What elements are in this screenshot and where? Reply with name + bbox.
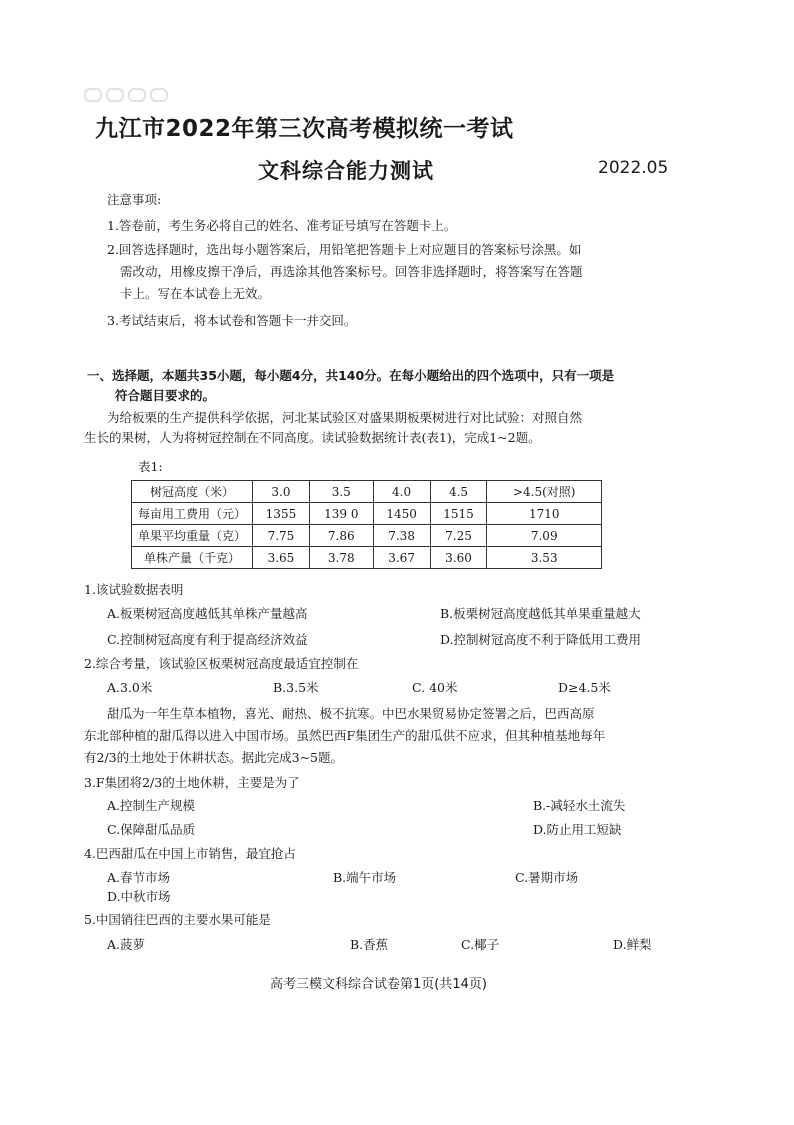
section-heading-line-1: 一、选择题，本题共35小题，每小题4分，共140分。在每小题给出的四个选项中，只有一项是 bbox=[87, 368, 615, 383]
table-cell: 139 0 bbox=[309, 503, 373, 525]
q3-option-b: B.-减轻水土流失 bbox=[533, 798, 626, 813]
intro2-line-2: 东北部种植的甜瓜得以进入中国市场。虽然巴西F集团生产的甜瓜供不应求，但其种植基地每年 bbox=[84, 728, 606, 743]
notice-item-1: 1.答卷前，考生务必将自己的姓名、准考证号填写在答题卡上。 bbox=[107, 218, 457, 233]
notice-item-2-line-2: 需改动，用橡皮擦干净后，再选涂其他答案标号。回答非选择题时，将答案写在答题 bbox=[120, 264, 583, 279]
table-row bbox=[132, 503, 602, 525]
q4-option-c: C.暑期市场 bbox=[515, 870, 579, 885]
table-cell: 1355 bbox=[253, 503, 310, 525]
q3-option-d: D.防止用工短缺 bbox=[533, 822, 622, 837]
q4-option-b: B.端午市场 bbox=[333, 870, 397, 885]
q1-option-d: D.控制树冠高度不利于降低用工费用 bbox=[440, 632, 642, 647]
data-table bbox=[131, 480, 602, 569]
table-cell: 7.09 bbox=[487, 525, 602, 547]
exam-title: 九江市2022年第三次高考模拟统一考试 bbox=[95, 116, 514, 142]
q3-option-a: A.控制生产规模 bbox=[107, 798, 196, 813]
table-cell: 4.5 bbox=[430, 481, 487, 503]
table-cell: 3.5 bbox=[309, 481, 373, 503]
table-caption: 表1: bbox=[138, 459, 163, 474]
intro1-line-1: 为给板栗的生产提供科学依据，河北某试验区对盛果期板栗树进行对比试验：对照自然 bbox=[107, 410, 583, 425]
table-cell: 单果平均重量（克） bbox=[132, 525, 253, 547]
table-cell: 3.53 bbox=[487, 547, 602, 569]
q5-option-a: A.菠萝 bbox=[107, 937, 146, 952]
table-cell: 3.78 bbox=[309, 547, 373, 569]
notice-item-2-line-3: 卡上。写在本试卷上无效。 bbox=[120, 286, 271, 301]
exam-subtitle: 文科综合能力测试 bbox=[258, 159, 434, 183]
table-row bbox=[132, 547, 602, 569]
q2-option-b: B.3.5米 bbox=[273, 680, 319, 695]
table-cell: 7.38 bbox=[373, 525, 430, 547]
q5-option-d: D.鲜梨 bbox=[613, 937, 652, 952]
q5-option-b: B.香蕉 bbox=[350, 937, 389, 952]
table-cell: 4.0 bbox=[373, 481, 430, 503]
exam-date: 2022.05 bbox=[598, 158, 669, 178]
table-cell: 3.67 bbox=[373, 547, 430, 569]
table-cell: 7.25 bbox=[430, 525, 487, 547]
notice-heading: 注意事项: bbox=[107, 192, 162, 207]
q3-option-c: C.保障甜瓜品质 bbox=[107, 822, 196, 837]
q1-stem: 1.该试验数据表明 bbox=[84, 582, 184, 597]
table-cell: 3.0 bbox=[253, 481, 310, 503]
q1-option-c: C.控制树冠高度有利于提高经济效益 bbox=[107, 632, 308, 647]
table-cell: 1710 bbox=[487, 503, 602, 525]
section-heading-line-2: 符合题目要求的。 bbox=[115, 388, 216, 403]
q5-stem: 5.中国销往巴西的主要水果可能是 bbox=[84, 912, 271, 927]
q2-option-c: C. 40米 bbox=[412, 680, 458, 695]
intro2-line-1: 甜瓜为一年生草本植物，喜光、耐热、极不抗寒。中巴水果贸易协定签署之后，巴西高原 bbox=[107, 706, 595, 721]
table-cell: 7.75 bbox=[253, 525, 310, 547]
table-cell: >4.5(对照) bbox=[487, 481, 602, 503]
q3-stem: 3.F集团将2/3的土地休耕，主要是为了 bbox=[84, 775, 300, 790]
q2-stem: 2.综合考量，该试验区板栗树冠高度最适宜控制在 bbox=[84, 656, 359, 671]
q1-option-b: B.板栗树冠高度越低其单果重量越大 bbox=[440, 606, 641, 621]
q5-option-c: C.椰子 bbox=[461, 937, 500, 952]
table-cell: 1515 bbox=[430, 503, 487, 525]
table-row bbox=[132, 525, 602, 547]
notice-item-3: 3.考试结束后，将本试卷和答题卡一并交回。 bbox=[107, 313, 357, 328]
q1-option-a: A.板栗树冠高度越低其单株产量越高 bbox=[107, 606, 308, 621]
table-cell: 3.65 bbox=[253, 547, 310, 569]
watermark-logo bbox=[84, 87, 174, 103]
q4-option-a: A.春节市场 bbox=[107, 870, 171, 885]
table-cell: 单株产量（千克） bbox=[132, 547, 253, 569]
intro1-line-2: 生长的果树，人为将树冠控制在不同高度。读试验数据统计表(表1)，完成1~2题。 bbox=[84, 430, 541, 445]
table-cell: 1450 bbox=[373, 503, 430, 525]
table-header-row bbox=[132, 481, 602, 503]
intro2-line-3: 有2/3的土地处于休耕状态。据此完成3~5题。 bbox=[84, 750, 343, 765]
q2-option-a: A.3.0米 bbox=[107, 680, 153, 695]
notice-item-2-line-1: 2.回答选择题时，选出每小题答案后，用铅笔把答题卡上对应题目的答案标号涂黑。如 bbox=[107, 242, 582, 257]
table-cell: 7.86 bbox=[309, 525, 373, 547]
table-cell: 树冠高度（米） bbox=[132, 481, 253, 503]
page-footer: 高考三模文科综合试卷第1页(共14页) bbox=[270, 977, 487, 992]
q4-stem: 4.巴西甜瓜在中国上市销售，最宜抢占 bbox=[84, 846, 296, 861]
q2-option-d: D≥4.5米 bbox=[558, 680, 611, 695]
table-cell: 3.60 bbox=[430, 547, 487, 569]
q4-option-d: D.中秋市场 bbox=[107, 889, 171, 904]
table-cell: 每亩用工费用（元） bbox=[132, 503, 253, 525]
